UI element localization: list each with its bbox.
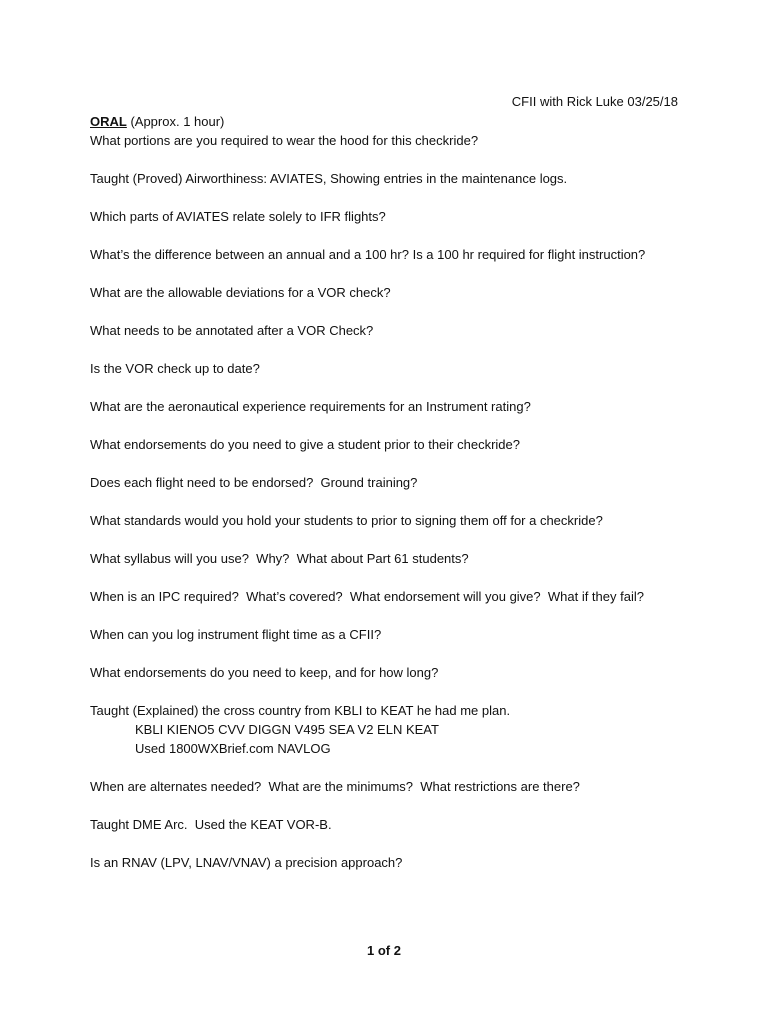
question-item: When can you log instrument flight time as a CFII? xyxy=(90,627,382,642)
question-item: Taught (Proved) Airworthiness: AVIATES, Showing entries in the maintenance logs. xyxy=(90,171,568,186)
question-item: What syllabus will you use? Why? What about Part 61 students? xyxy=(90,551,469,566)
question-item: What are the allowable deviations for a VOR check? xyxy=(90,285,391,300)
oral-heading-line xyxy=(90,112,690,131)
question-item: Which parts of AVIATES relate solely to IFR flights? xyxy=(90,209,386,224)
cross-country-tools: Used 1800WXBrief.com NAVLOG xyxy=(135,741,331,756)
question-item: Does each flight need to be endorsed? Ground training? xyxy=(90,475,418,490)
question-item: What needs to be annotated after a VOR Check? xyxy=(90,323,374,338)
question-item: What are the aeronautical experience requirements for an Instrument rating? xyxy=(90,399,531,414)
question-item: When is an IPC required? What’s covered? What endorsement will you give? What if they fail? xyxy=(90,589,644,604)
question-item: What standards would you hold your students to prior to signing them off for a checkride? xyxy=(90,513,603,528)
question-item: Is an RNAV (LPV, LNAV/VNAV) a precision approach? xyxy=(90,855,403,870)
question-item: What portions are you required to wear the hood for this checkride? xyxy=(90,133,479,148)
question-item: What endorsements do you need to give a student prior to their checkride? xyxy=(90,437,520,452)
page-number: 1 of 2 xyxy=(367,943,401,958)
question-item: When are alternates needed? What are the minimums? What restrictions are there? xyxy=(90,779,580,794)
question-item: What endorsements do you need to keep, and for how long? xyxy=(90,665,439,680)
question-item: What’s the difference between an annual and a 100 hr? Is a 100 hr required for flight instruction? xyxy=(90,247,646,262)
document-content xyxy=(90,112,690,891)
oral-duration-note: (Approx. 1 hour) xyxy=(126,114,225,129)
question-item: Taught DME Arc. Used the KEAT VOR-B. xyxy=(90,817,332,832)
oral-label: ORAL xyxy=(90,114,127,129)
cross-country-taught: Taught (Explained) the cross country from KBLI to KEAT he had me plan. xyxy=(90,703,511,718)
document-header: CFII with Rick Luke 03/25/18 xyxy=(511,94,678,109)
question-item: Is the VOR check up to date? xyxy=(90,361,260,376)
cross-country-route: KBLI KIENO5 CVV DIGGN V495 SEA V2 ELN KEAT xyxy=(135,722,439,737)
